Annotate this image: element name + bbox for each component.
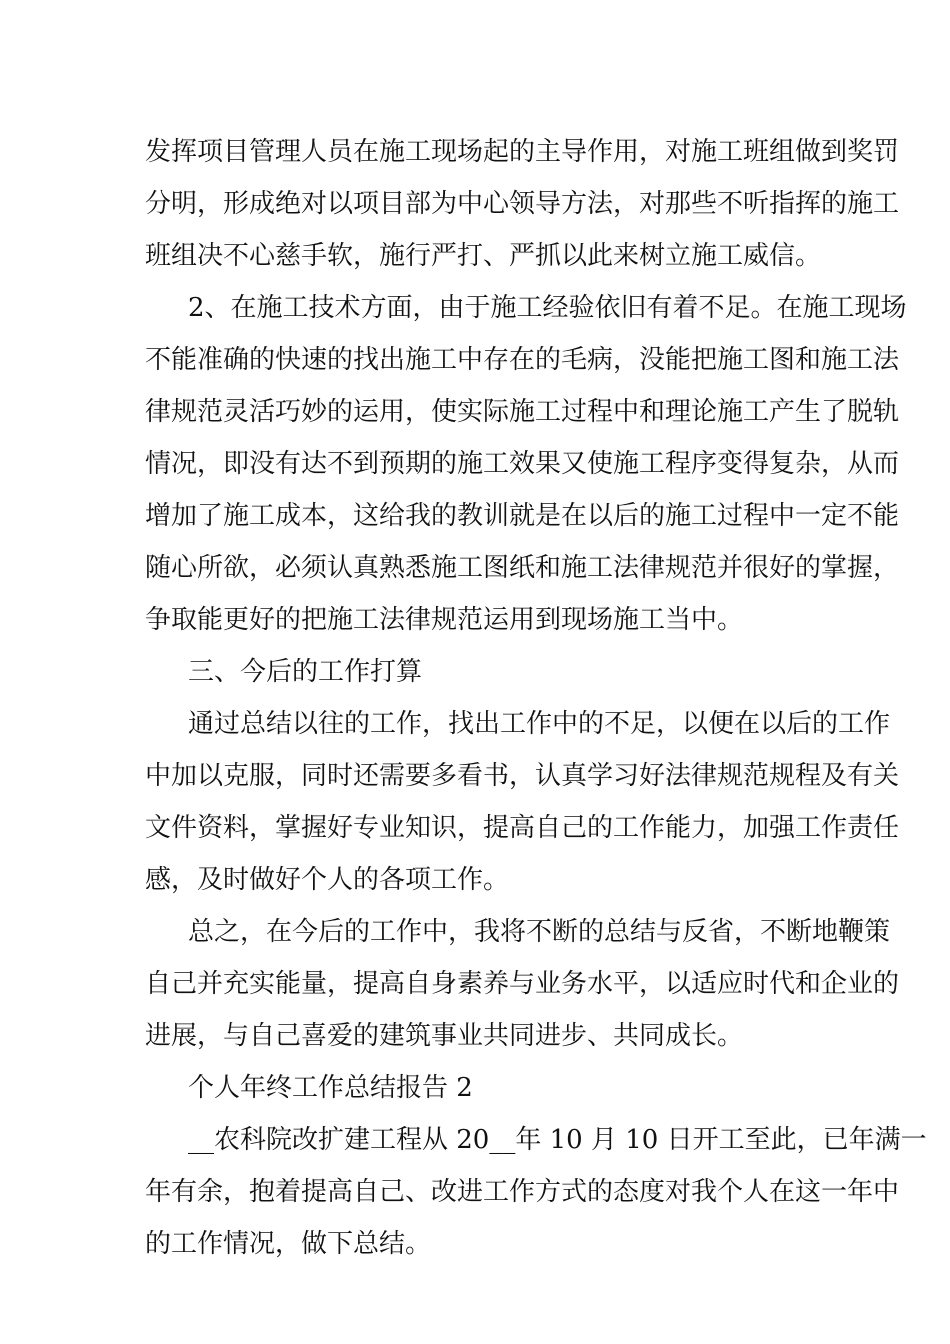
text-line: 律规范灵活巧妙的运用，使实际施工过程中和理论施工产生了脱轨 bbox=[145, 397, 900, 427]
text-line: 年有余，抱着提高自己、改进工作方式的态度对我个人在这一年中 bbox=[145, 1177, 900, 1207]
text-line: 争取能更好的把施工法律规范运用到现场施工当中。 bbox=[145, 605, 744, 635]
text-line: 不能准确的快速的找出施工中存在的毛病，没能把施工图和施工法 bbox=[145, 345, 900, 375]
paragraph-start-line: 总之，在今后的工作中，我将不断的总结与反省，不断地鞭策 bbox=[188, 917, 891, 947]
text-line: 增加了施工成本，这给我的教训就是在以后的施工过程中一定不能 bbox=[145, 501, 900, 531]
text-line: 的工作情况，做下总结。 bbox=[145, 1229, 432, 1259]
text-line: 文件资料，掌握好专业知识，提高自己的工作能力，加强工作责任 bbox=[145, 813, 900, 843]
text-line: 发挥项目管理人员在施工现场起的主导作用，对施工班组做到奖罚 bbox=[145, 137, 900, 167]
text-line: 情况，即没有达不到预期的施工效果又使施工程序变得复杂，从而 bbox=[145, 449, 900, 479]
text-line: 感，及时做好个人的各项工作。 bbox=[145, 865, 510, 895]
text-line: 自己并充实能量，提高自身素养与业务水平，以适应时代和企业的 bbox=[145, 969, 900, 999]
text-line: 中加以克服，同时还需要多看书，认真学习好法律规范规程及有关 bbox=[145, 761, 900, 791]
report-title: 个人年终工作总结报告 2 bbox=[188, 1073, 473, 1103]
section-heading: 三、今后的工作打算 bbox=[188, 657, 423, 687]
paragraph-start-line: 2、在施工技术方面，由于施工经验依旧有着不足。在施工现场 bbox=[188, 293, 907, 323]
text-line: 班组决不心慈手软，施行严打、严抓以此来树立施工威信。 bbox=[145, 241, 822, 271]
text-line: 随心所欲，必须认真熟悉施工图纸和施工法律规范并很好的掌握， bbox=[145, 553, 900, 583]
text-line: 分明，形成绝对以项目部为中心领导方法，对那些不听指挥的施工 bbox=[145, 189, 900, 219]
text-line: 进展，与自己喜爱的建筑事业共同进步、共同成长。 bbox=[145, 1021, 744, 1051]
paragraph-start-line: __农科院改扩建工程从 20__年 10 月 10 日开工至此，已年满一 bbox=[188, 1125, 927, 1155]
paragraph-start-line: 通过总结以往的工作，找出工作中的不足，以便在以后的工作 bbox=[188, 709, 891, 739]
